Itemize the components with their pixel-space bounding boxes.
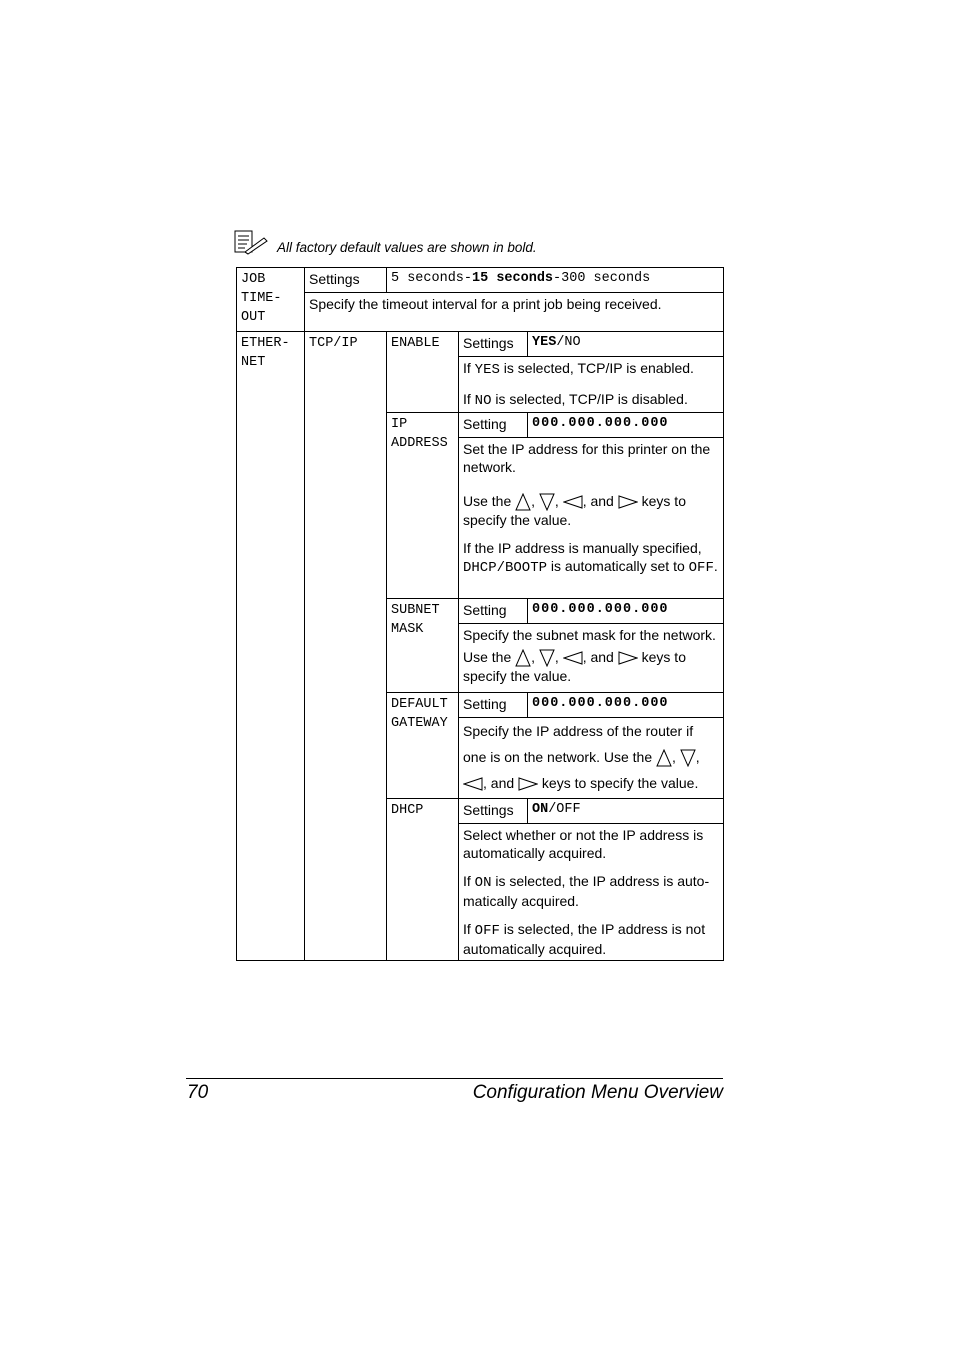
menu-ethernet: ETHER-NET: [237, 332, 305, 961]
down-key-icon: [539, 493, 555, 511]
subnet-mask-description: Specify the subnet mask for the network. Use the , , , and keys to specify the value.: [459, 624, 724, 693]
page-number: 70: [187, 1082, 209, 1103]
ip-address-description: Set the IP address for this printer on the network. Use the , , , and keys to specify the value. If the IP address is manually specified, DHCP/BOOTP is automatically set to OFF.: [459, 438, 724, 599]
item-enable: ENABLE: [387, 332, 459, 413]
job-timeout-value: 5 seconds-15 seconds-300 seconds: [387, 268, 724, 293]
menu-job-timeout: JOB TIME-OUT: [237, 268, 305, 332]
right-key-icon: [618, 651, 638, 665]
setting-label: Setting: [459, 693, 528, 718]
default-gateway-value: 000.000.000.000: [528, 693, 724, 718]
down-key-icon: [680, 749, 696, 767]
settings-label: Settings: [459, 799, 528, 824]
note-pencil-icon: [233, 230, 269, 256]
ip-address-value: 000.000.000.000: [528, 413, 724, 438]
item-default-gateway: DEFAULT GATEWAY: [387, 693, 459, 799]
default-gateway-description: Specify the IP address of the router if one is on the network. Use the , , , and keys to specify the value.: [459, 718, 724, 799]
up-key-icon: [515, 493, 531, 511]
left-key-icon: [563, 495, 583, 509]
setting-label: Setting: [459, 413, 528, 438]
config-menu-table: [236, 267, 724, 961]
dhcp-value: ON/OFF: [528, 799, 724, 824]
dhcp-description: Select whether or not the IP address is automatically acquired. If ON is selected, the IP address is auto-matically acquired. If OFF is selected, the IP address is not automatically acquired.: [459, 824, 724, 961]
enable-value: YES/NO: [528, 332, 724, 357]
item-dhcp: DHCP: [387, 799, 459, 961]
left-key-icon: [463, 777, 483, 791]
settings-label: Settings: [305, 268, 387, 293]
right-key-icon: [618, 495, 638, 509]
footer-divider: [186, 1078, 723, 1079]
item-subnet-mask: SUBNET MASK: [387, 599, 459, 693]
subnet-mask-value: 000.000.000.000: [528, 599, 724, 624]
settings-label: Settings: [459, 332, 528, 357]
item-ip-address: IP ADDRESS: [387, 413, 459, 599]
job-timeout-description: Specify the timeout interval for a print job being received.: [305, 293, 724, 332]
submenu-tcpip: TCP/IP: [305, 332, 387, 961]
section-title: Configuration Menu Overview: [472, 1082, 723, 1103]
note-text: All factory default values are shown in bold.: [277, 240, 537, 255]
down-key-icon: [539, 649, 555, 667]
left-key-icon: [563, 651, 583, 665]
note: [233, 230, 633, 258]
right-key-icon: [518, 777, 538, 791]
up-key-icon: [656, 749, 672, 767]
up-key-icon: [515, 649, 531, 667]
setting-label: Setting: [459, 599, 528, 624]
enable-description: If YES is selected, TCP/IP is enabled. If NO is selected, TCP/IP is disabled.: [459, 357, 724, 413]
